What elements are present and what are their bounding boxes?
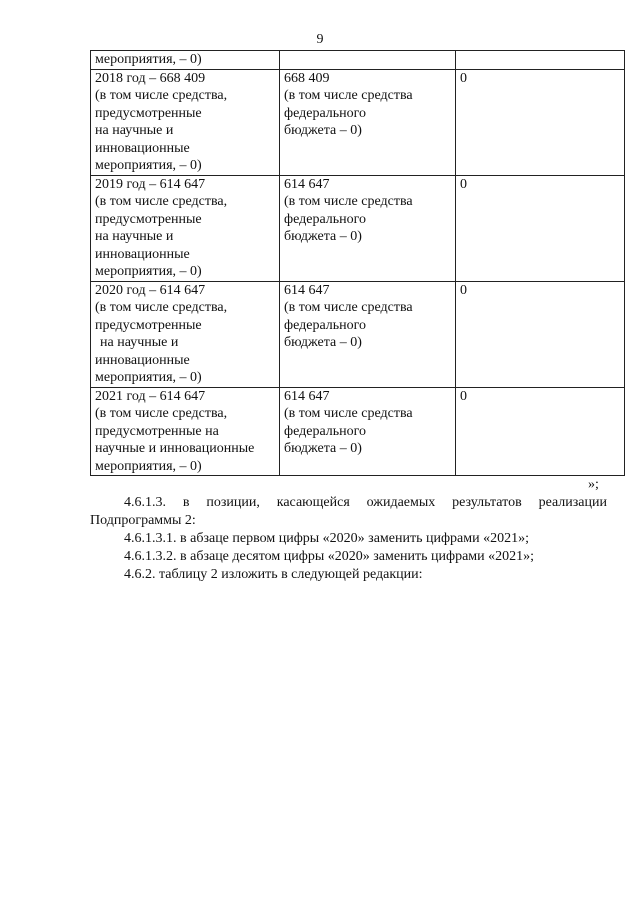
cell-line: бюджета – 0) (284, 441, 362, 456)
table-row-2020 (91, 281, 625, 387)
cell-line: 2021 год – 614 647 (95, 388, 206, 404)
cell-line: (в том числе средства, (95, 88, 228, 103)
page-number: 9 (316, 32, 324, 47)
paragraph-4-6-1-3-continuation: Подпрограммы 2: (90, 513, 196, 528)
cell-line: бюджета – 0) (284, 123, 362, 138)
year-total-cell (91, 69, 280, 175)
year-total-cell (91, 387, 280, 476)
cell-line: мероприятия, – 0) (95, 158, 202, 173)
regional-budget-cell (280, 69, 456, 175)
cell-line: 2019 год – 614 647 (95, 176, 206, 192)
paragraph-4-6-1-3: 4.6.1.3. в позиции, касающейся ожидаемых результатов реализации (124, 495, 607, 510)
cell-line: (в том числе средства (284, 406, 413, 421)
cell-line: предусмотренные (95, 211, 202, 227)
year-total-cell (91, 175, 280, 281)
cell-line: 614 647 (284, 282, 330, 298)
paragraph-4-6-1-3-1: 4.6.1.3.1. в абзаце первом цифры «2020» заменить цифрами «2021»; (124, 531, 529, 546)
cell-line: федерального (284, 317, 367, 333)
cell-line: мероприятия, – 0) (95, 370, 202, 385)
cell-line: (в том числе средства, (95, 194, 228, 209)
cell-line: (в том числе средства (284, 194, 413, 209)
paragraph-4-6-2: 4.6.2. таблицу 2 изложить в следующей редакции: (124, 567, 423, 582)
table-cell: мероприятия, – 0) (91, 51, 280, 70)
other-sources-cell: 0 (456, 387, 625, 476)
cell-line: 2018 год – 668 409 (95, 70, 206, 86)
cell-line: федерального (284, 423, 367, 439)
cell-line: 614 647 (284, 176, 330, 192)
regional-budget-cell (280, 281, 456, 387)
cell-line: бюджета – 0) (284, 335, 362, 350)
cell-line: инновационные (95, 246, 190, 262)
other-sources-cell: 0 (456, 175, 625, 281)
table-row-top (91, 51, 625, 70)
cell-line: (в том числе средства (284, 88, 413, 103)
closing-quote: »; (588, 477, 599, 492)
cell-line: на научные и (95, 123, 174, 138)
cell-line: предусмотренные на (95, 423, 219, 439)
table-cell (280, 51, 456, 70)
other-sources-cell: 0 (456, 281, 625, 387)
cell-line: инновационные (95, 140, 190, 156)
other-sources-cell: 0 (456, 69, 625, 175)
regional-budget-cell (280, 175, 456, 281)
cell-line: на научные и (95, 229, 174, 244)
cell-line: федерального (284, 105, 367, 121)
cell-line: предусмотренные (95, 105, 202, 121)
table-row-2019 (91, 175, 625, 281)
cell-line: (в том числе средства (284, 300, 413, 315)
cell-line: мероприятия, – 0) (95, 264, 202, 279)
cell-line: (в том числе средства, (95, 300, 228, 315)
paragraph-4-6-1-3-2: 4.6.1.3.2. в абзаце десятом цифры «2020» заменить цифрами «2021»; (124, 549, 535, 564)
regional-budget-cell (280, 387, 456, 476)
cell-line: 668 409 (284, 70, 330, 86)
cell-line: бюджета – 0) (284, 229, 362, 244)
cell-line: мероприятия, – 0) (95, 458, 202, 474)
budget-table (90, 50, 625, 476)
cell-line: 2020 год – 614 647 (95, 282, 206, 298)
year-total-cell (91, 281, 280, 387)
cell-line: 614 647 (284, 388, 330, 404)
table-row-2018 (91, 69, 625, 175)
table-cell (456, 51, 625, 70)
cell-line: (в том числе средства, (95, 406, 228, 421)
cell-line: предусмотренные (95, 317, 202, 333)
cell-line: федерального (284, 211, 367, 227)
cell-line: инновационные (95, 352, 190, 368)
table-row-2021 (91, 387, 625, 476)
cell-line: научные и инновационные (95, 441, 255, 456)
cell-line: на научные и (100, 335, 179, 350)
